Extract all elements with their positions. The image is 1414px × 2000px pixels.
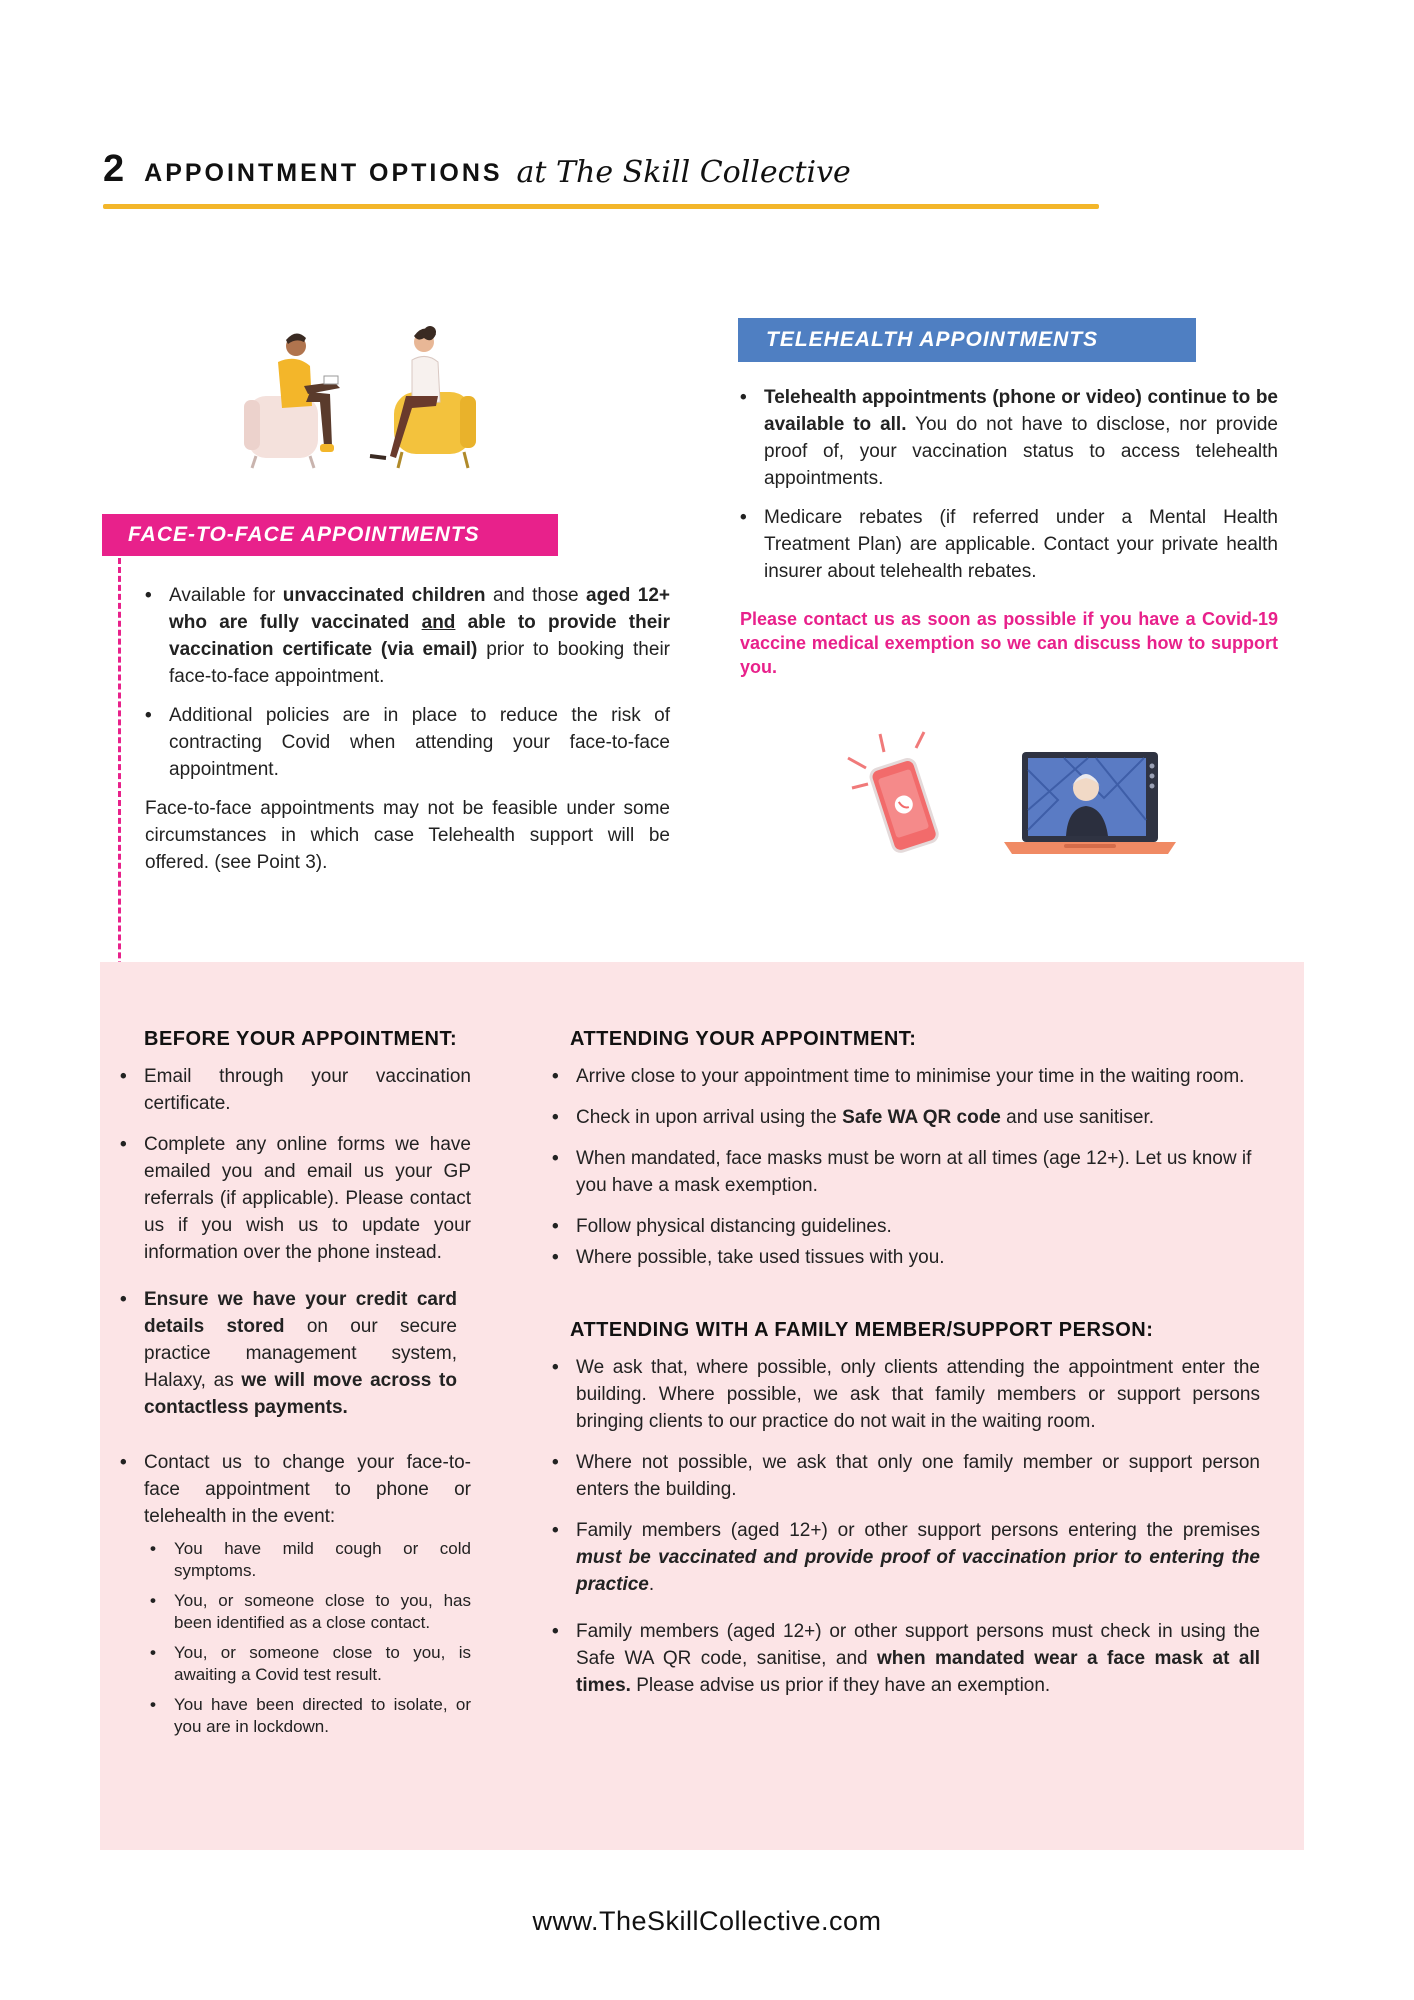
list-item: • You have been directed to isolate, or you are in lockdown. [174, 1694, 471, 1738]
bold-italic-text: must be vaccinated and provide proof of vaccination prior to entering the practice [576, 1547, 1260, 1595]
text: and use sanitiser. [1000, 1107, 1155, 1128]
list-item: • You, or someone close to you, has been identified as a close contact. [174, 1590, 471, 1634]
list-item: • Email through your vaccination certificate. [144, 1063, 471, 1117]
text: able to provide their vaccination certificate (via email) [169, 612, 670, 660]
face-to-face-section [145, 582, 670, 876]
face-to-face-list [145, 582, 670, 783]
heading-underline [103, 204, 1099, 209]
list-item: • Where not possible, we ask that only one family member or support person enters the building. [576, 1449, 1260, 1503]
family-support-heading: ATTENDING WITH A FAMILY MEMBER/SUPPORT PERSON: [570, 1319, 1154, 1341]
list-item [764, 384, 1278, 492]
telehealth-section [740, 384, 1278, 679]
list-item: • When mandated, face masks must be worn at all times (age 12+). Let us know if you have a mask exemption. [576, 1145, 1260, 1199]
list-item: • We ask that, where possible, only clients attending the appointment enter the building. Where possible, we ask that family members or support persons bringing clients to our practice do not wait in the waiting room. [576, 1354, 1260, 1435]
family-support-list [548, 1354, 1260, 1699]
text: . [648, 1574, 655, 1595]
section-title: APPOINTMENT OPTIONS [144, 159, 503, 187]
exemption-notice: Please contact us as soon as possible if you have a Covid-19 vaccine medical exemption so we can discuss how to support you. [740, 609, 1278, 677]
list-item: • Where possible, take used tissues with you. [576, 1244, 1260, 1271]
attending-appointment-list [548, 1063, 1260, 1271]
list-item: • Arrive close to your appointment time to minimise your time in the waiting room. [576, 1063, 1260, 1090]
underlined-text: and [421, 612, 456, 633]
text: Family members (aged 12+) or other support persons entering the premises [576, 1520, 1260, 1541]
list-item: • Medicare rebates (if referred under a Mental Health Treatment Plan) are applicable. Contact your private health insurer about telehealth rebates. [764, 504, 1278, 585]
attending-appointment-section [548, 1028, 1260, 1713]
video-call-laptop-illustration [1004, 750, 1176, 862]
text: Contact us to change your face-to-face appointment to phone or telehealth in the event: [144, 1452, 471, 1527]
text: prior to booking their face-to-face appointment. [169, 639, 670, 687]
list-item [169, 582, 670, 690]
text: on our secure practice management system, Halaxy, as [144, 1316, 457, 1391]
event-sublist [144, 1538, 471, 1738]
before-appointment-list [118, 1063, 471, 1738]
bold-text: unvaccinated children [282, 585, 486, 606]
list-item: • You, or someone close to you, is awaiting a Covid test result. [174, 1642, 471, 1686]
list-item: • Additional policies are in place to reduce the risk of contracting Covid when attending your face-to-face appointment. [169, 702, 670, 783]
text: You do not have to disclose, nor provide proof of, your vaccination status to access telehealth appointments. [764, 414, 1279, 489]
text: aged 12+ who are fully vaccinated [169, 585, 670, 633]
telehealth-tag: TELEHEALTH APPOINTMENTS [738, 318, 1196, 362]
text: and those [485, 585, 586, 606]
list-item: • Follow physical distancing guidelines. [576, 1213, 1260, 1240]
website-url[interactable]: www.TheSkillCollective.com [532, 1906, 882, 1936]
section-script-title: at The Skill Collective [516, 155, 851, 190]
list-item [576, 1517, 1260, 1598]
list-item: • You have mild cough or cold symptoms. [174, 1538, 471, 1582]
page-heading [103, 150, 851, 188]
list-item [144, 1449, 471, 1738]
text: Family members (aged 12+) or other support persons must check in using the Safe WA QR code, sanitise, and [576, 1621, 1260, 1669]
section-number: 2 [103, 148, 125, 190]
list-item [576, 1618, 1260, 1699]
telehealth-list [740, 384, 1278, 585]
text: Please advise us prior if they have an exemption. [630, 1675, 1051, 1696]
list-item: • Complete any online forms we have emailed you and email us your GP referrals (if applicable). Please contact us if you wish us to update your information over the phone instead. [144, 1131, 471, 1266]
bold-text: Telehealth appointments (phone or video) continue to be available to all. [764, 387, 1278, 435]
list-item [144, 1286, 457, 1421]
attending-appointment-heading: ATTENDING YOUR APPOINTMENT: [570, 1028, 917, 1050]
bold-text: Safe WA QR code [842, 1107, 1001, 1128]
phone-call-illustration [840, 728, 950, 858]
bold-text: when mandated wear a face mask at all times. [576, 1648, 1260, 1696]
text: Check in upon arrival using the [576, 1107, 843, 1128]
before-appointment-heading: BEFORE YOUR APPOINTMENT: [144, 1028, 458, 1050]
text: Available for [169, 585, 283, 606]
face-to-face-tag: FACE-TO-FACE APPOINTMENTS [102, 514, 558, 556]
list-item [576, 1104, 1260, 1131]
bold-text: we will move across to contactless payments. [144, 1370, 457, 1418]
before-appointment-section [118, 1028, 471, 1752]
bold-text: Ensure we have your credit card details stored [144, 1289, 457, 1337]
counselling-session-illustration [244, 326, 476, 470]
face-to-face-note: Face-to-face appointments may not be feasible under some circumstances in which case Telehealth support will be offered. (see Point 3). [145, 798, 670, 873]
